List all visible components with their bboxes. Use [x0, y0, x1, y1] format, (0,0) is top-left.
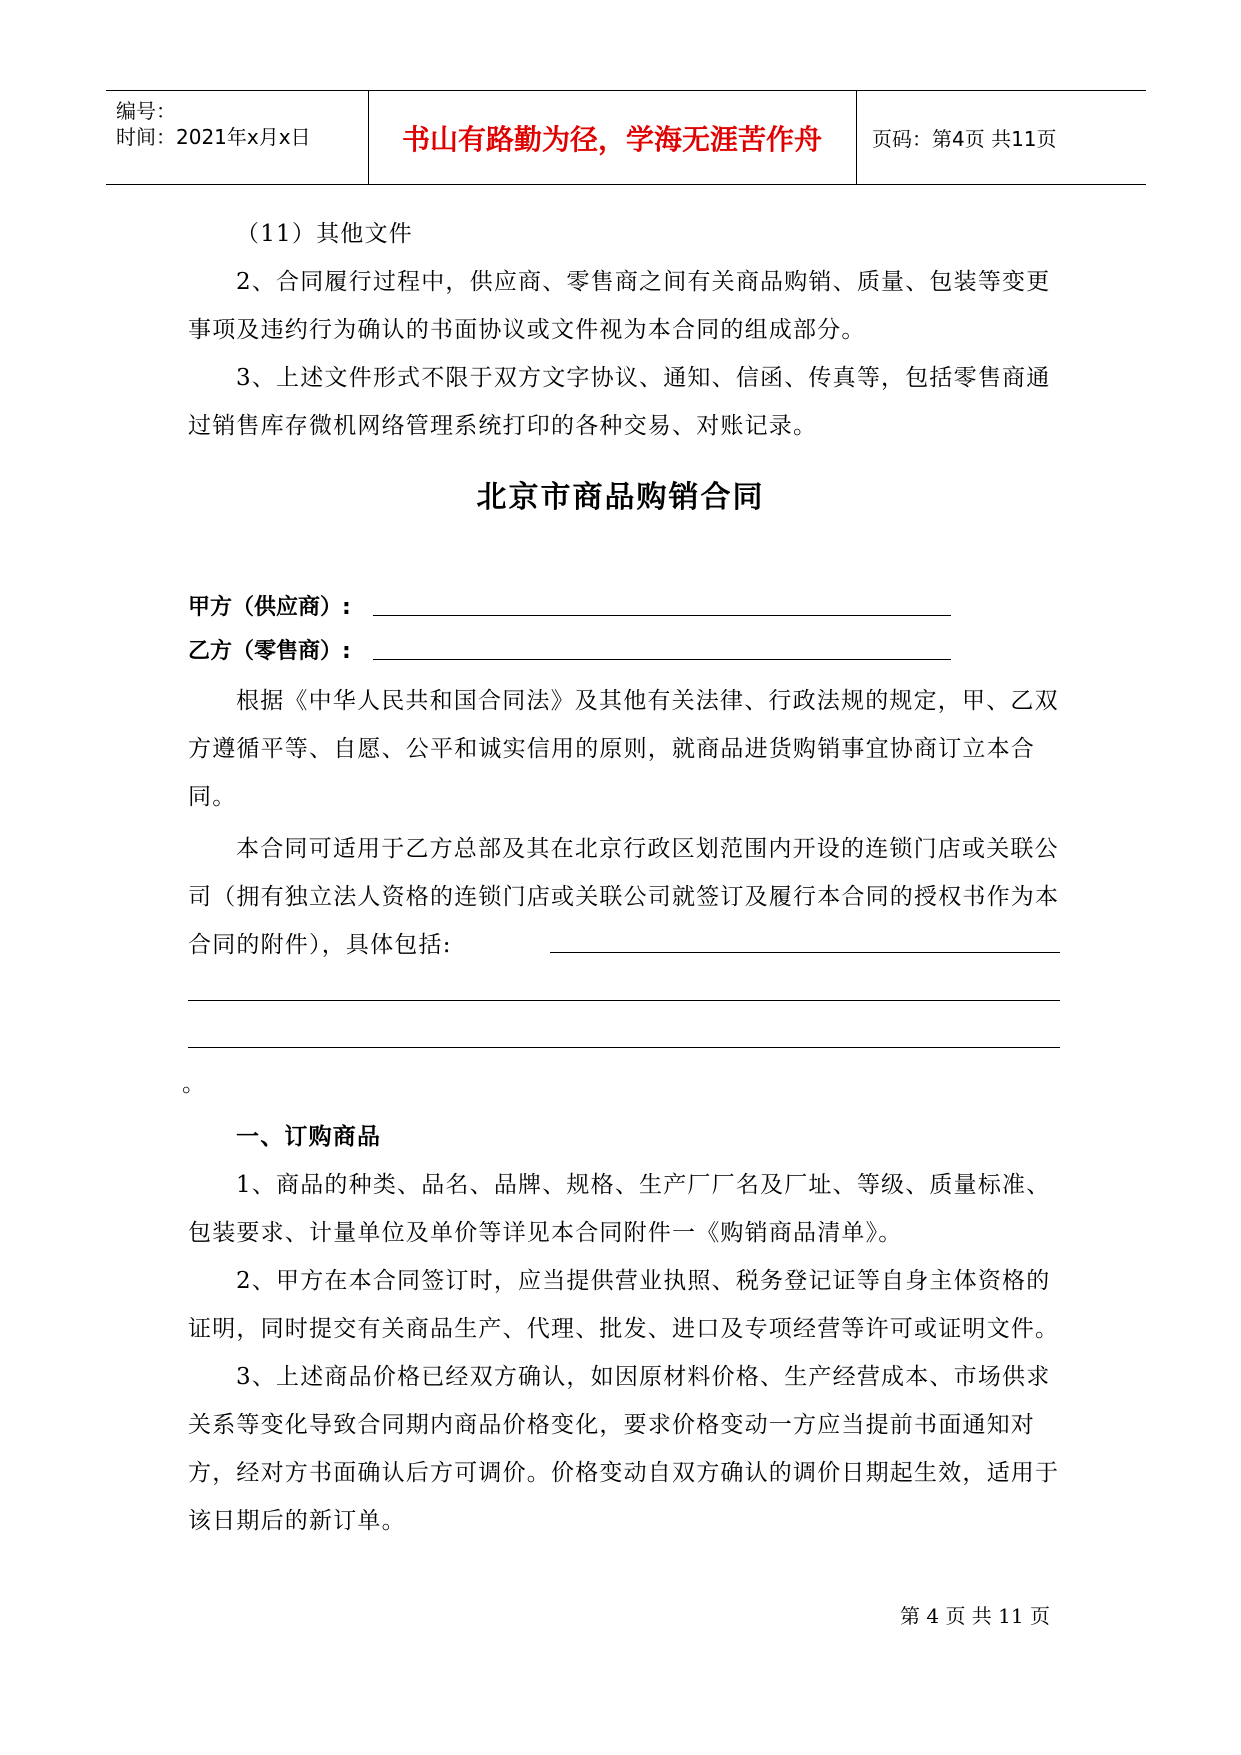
basis-section: [188, 677, 1060, 821]
intro-paragraph-1: （11）其他文件: [236, 221, 413, 247]
page-header: [106, 90, 1146, 185]
scope-paragraph: 本合同可适用于乙方总部及其在北京行政区划范围内开设的连锁门店或关联公司（拥有独立法人资格的连锁门店或关联公司就签订及履行本合同的授权书作为本合同的附件），具体包括:: [188, 836, 1060, 958]
period-mark: 。: [182, 1071, 207, 1097]
header-left-cell: [106, 91, 369, 184]
intro-paragraph-3: 3、上述文件形式不限于双方文字协议、通知、信函、传真等，包括零售商通过销售库存微机网络管理系统打印的各种交易、对账记录。: [188, 365, 1051, 439]
section-1-title: 一、订购商品: [236, 1124, 382, 1150]
party-a-label: 甲方（供应商）:: [188, 595, 351, 620]
scope-fill-line-2: [188, 1000, 1060, 1001]
document-number-label: 编号：: [116, 99, 176, 123]
section-1-paragraph-2: 2、甲方在本合同签订时，应当提供营业执照、税务登记证等自身主体资格的证明，同时提交有关商品生产、代理、批发、进口及专项经营等许可或证明文件。: [188, 1268, 1060, 1342]
basis-paragraph: 根据《中华人民共和国合同法》及其他有关法律、行政法规的规定，甲、乙双方遵循平等、自愿、公平和诚实信用的原则，就商品进货购销事宜协商订立本合同。: [188, 688, 1059, 810]
party-a-fill-line: [373, 615, 951, 616]
header-page-label: 页码：第4页 共11页: [872, 127, 1057, 151]
scope-fill-line-1: [550, 952, 1060, 953]
document-time-label: 时间：2021年x月x日: [116, 125, 311, 149]
contract-title: 北京市商品购销合同: [476, 480, 765, 515]
header-motto: 书山有路勤为径，学海无涯苦作舟: [368, 91, 857, 184]
intro-section: [188, 210, 1060, 450]
period-mark-wrap: [182, 1060, 1054, 1108]
scope-fill-line-3: [188, 1047, 1060, 1048]
party-b-fill-line: [373, 659, 951, 660]
scope-section: [188, 825, 1060, 969]
section-1: [188, 1113, 1060, 1545]
section-1-paragraph-3: 3、上述商品价格已经双方确认，如因原材料价格、生产经营成本、市场供求关系等变化导致合同期内商品价格变化，要求价格变动一方应当提前书面通知对方，经对方书面确认后方可调价。价格变动自双方确认的调价日期起生效，适用于该日期后的新订单。: [188, 1364, 1060, 1534]
intro-paragraph-2: 2、合同履行过程中，供应商、零售商之间有关商品购销、质量、包装等变更事项及违约行为确认的书面协议或文件视为本合同的组成部分。: [188, 269, 1051, 343]
section-1-paragraph-1: 1、商品的种类、品名、品牌、规格、生产厂厂名及厂址、等级、质量标准、包装要求、计量单位及单价等详见本合同附件一《购销商品清单》。: [188, 1172, 1051, 1246]
page-footer: 第 4 页 共 11 页: [900, 1604, 1050, 1628]
party-b-label: 乙方（零售商）:: [188, 639, 351, 664]
